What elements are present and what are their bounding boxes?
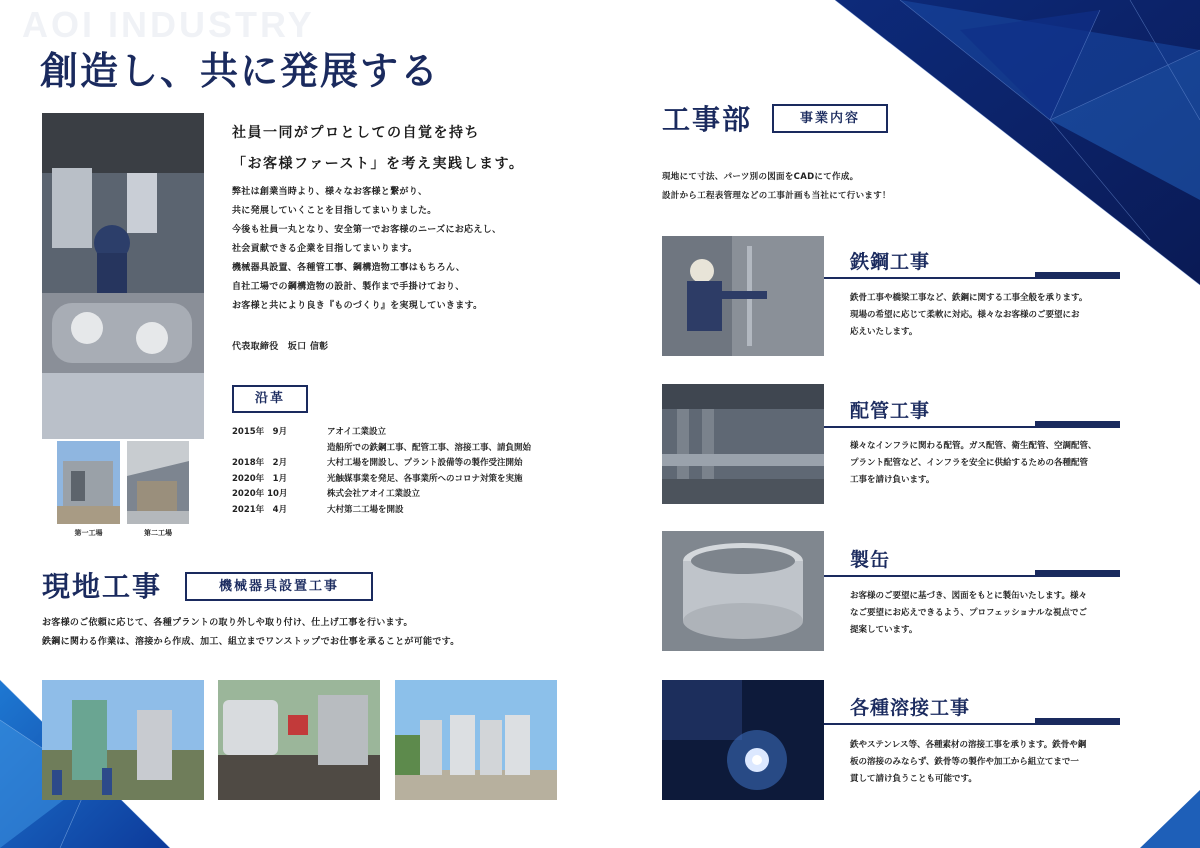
factory-2-caption: 第二工場: [144, 529, 172, 537]
kouji-line: 現地にて寸法、パーツ別の図面をCADにて作成。: [662, 172, 859, 182]
factory-1-caption: 第一工場: [74, 529, 103, 537]
service-divider: [824, 426, 1120, 428]
genchi-line: 鉄鋼に関わる作業は、溶接から作成、加工、組立までワンストップでお仕事を承ることが可能です。: [42, 637, 460, 647]
service-description: 鉄骨工事や橋梁工事など、鉄鋼に関する工事全般を承ります。 現場の希望に応じて柔軟に対応。様々なお客様のご要望にお 応えいたします。: [850, 293, 1088, 337]
kouji-line: 設計から工程表管理などの工事計画も当社にて行います！: [662, 191, 891, 201]
intro-paragraph: [232, 183, 592, 316]
kouji-description: [662, 168, 992, 206]
intro-line: 自社工場での鋼構造物の設計、製作まで手掛けており、: [232, 282, 465, 292]
service-divider: [824, 277, 1120, 279]
factory-1-photo: [57, 441, 120, 524]
intro-line: 弊社は創業当時より、様々なお客様と繋がり、: [232, 187, 428, 197]
service-divider: [824, 575, 1120, 577]
intro-line: 社会貢献できる企業を目指してまいります。: [232, 244, 418, 254]
service-title: 各種溶接工事: [850, 697, 971, 719]
intro-line: 今後も社員一丸となり、安全第一でお客様のニーズにお応えし、: [232, 225, 502, 235]
intro-line: 共に発展していくことを目指してまいりました。: [232, 206, 437, 216]
kouji-title: 工事部: [662, 103, 753, 136]
genchi-description: [42, 614, 602, 652]
main-welding-photo: [42, 113, 204, 439]
intro-heading-line2: 「お客様ファースト」を考え実践します。: [232, 156, 525, 172]
service-photo-seikan: [662, 531, 824, 651]
service-divider-accent: [1035, 718, 1120, 723]
history-row: 2021年 4月 大村第二工場を開設: [232, 504, 404, 515]
genchi-photo-3: [395, 680, 557, 800]
service-title: 配管工事: [850, 400, 931, 422]
service-description: 様々なインフラに関わる配管。ガス配管、衛生配管、空調配管、 プラント配管など、インフラを安全に供給するための各種配管 工事を請け負います。: [850, 441, 1097, 485]
factory-2-photo: [127, 441, 189, 524]
genchi-line: お客様のご依頼に応じて、各種プラントの取り外しや取り付け、仕上げ工事を行います。: [42, 618, 413, 628]
watermark-text: AOI INDUSTRY: [22, 4, 315, 45]
service-title: 鉄鋼工事: [850, 251, 931, 273]
page-title: 創造し、共に発展する: [40, 49, 441, 93]
intro-line: お客様と共により良き『ものづくり』を実現していきます。: [232, 301, 483, 311]
service-divider-accent: [1035, 272, 1120, 277]
service-description: お客様のご要望に基づき、図面をもとに製缶いたします。様々 なご要望にお応えできるよう、プロフェッショナルな視点でご 提案しています。: [850, 591, 1087, 635]
intro-heading-line1: 社員一同がプロとしての自覚を持ち: [232, 125, 480, 141]
genchi-photo-1: [42, 680, 204, 800]
genchi-label: 機械器具設置工事: [185, 572, 373, 601]
history-row: 2015年 9月 アオイ工業設立: [232, 427, 386, 437]
service-photo-tekkou: [662, 236, 824, 356]
kouji-label: 事業内容: [772, 104, 888, 133]
intro-line: 機械器具設置、各種管工事、鋼構造物工事はもちろん、: [232, 263, 466, 273]
history-row: 2018年 2月 大村工場を開設し、プラント設備等の製作受注開始: [232, 458, 523, 468]
service-divider-accent: [1035, 570, 1120, 575]
ceo-signature: 代表取締役 坂口 信彰: [232, 342, 329, 352]
history-row: 2020年 1月 光触媒事業を発足、各事業所へのコロナ対策を実施: [232, 473, 523, 484]
history-list: [232, 425, 612, 518]
genchi-photo-2: [218, 680, 380, 800]
service-title: 製缶: [850, 549, 891, 571]
service-description: 鉄やステンレス等、各種素材の溶接工事を承ります。鉄骨や鋼 板の溶接のみならず、鉄骨等の製作や加工から組立てまで一 貫して請け負うことも可能です。: [850, 740, 1087, 784]
service-divider-accent: [1035, 421, 1120, 426]
intro-heading: [232, 118, 524, 180]
service-divider: [824, 723, 1120, 725]
genchi-title: 現地工事: [42, 570, 163, 603]
service-photo-haikan: [662, 384, 824, 504]
service-photo-yousetsu: [662, 680, 824, 800]
history-label: 沿革: [232, 385, 308, 413]
history-row: 造船所での鉄鋼工事、配管工事、溶接工事、請負開始: [327, 442, 532, 453]
history-row: 2020年 10月 株式会社アオイ工業設立: [232, 489, 420, 499]
